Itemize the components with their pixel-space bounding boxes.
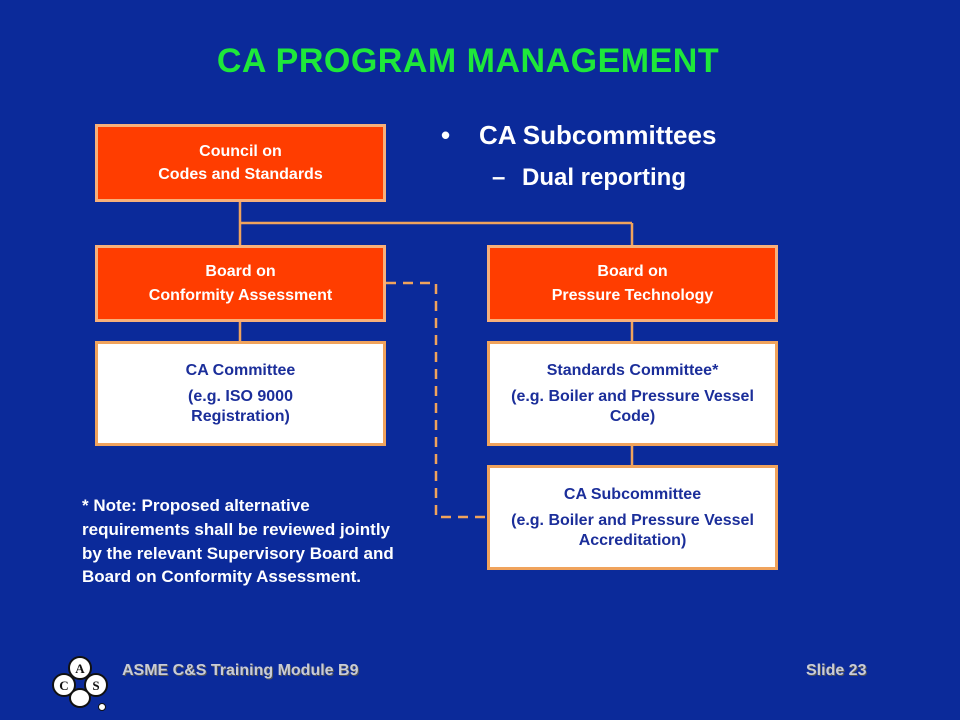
ca-committee-line1: CA Committee [185, 362, 296, 380]
bca-line1: Board on [205, 263, 276, 281]
footer-module: ASME C&S Training Module B9 [122, 662, 359, 679]
ca-committee-box [95, 341, 386, 446]
footnote: * Note: Proposed alternative requirements shall be reviewed jointly by the relevant Supervisory Board and Board on Conformity Assessment. [82, 496, 394, 587]
slide-title: CA PROGRAM MANAGEMENT [216, 42, 720, 80]
logo-letter-a: A [75, 661, 85, 676]
ca-subcommittee-box [487, 465, 778, 570]
asme-clover-logo-icon [46, 652, 118, 714]
standards-committee-line1: Standards Committee* [546, 362, 719, 380]
bullet-main-text: CA Subcommittees [479, 120, 717, 150]
council-line1: Council on [199, 142, 282, 160]
footer-slide-number: Slide 23 [806, 662, 867, 679]
logo-letter-c: C [59, 678, 69, 693]
logo-letter-s: S [92, 678, 100, 693]
standards-committee-line2: (e.g. Boiler and Pressure Vessel Code) [511, 388, 754, 425]
ca-subcommittee-line2: (e.g. Boiler and Pressure Vessel Accreditation) [511, 512, 754, 549]
board-pressure-technology-box [487, 245, 778, 322]
bpt-line2: Pressure Technology [551, 286, 714, 304]
bpt-line1: Board on [597, 263, 668, 281]
bca-line2: Conformity Assessment [148, 286, 333, 304]
bullet-dot: • [441, 120, 451, 150]
ca-committee-line2: (e.g. ISO 9000 Registration) [188, 388, 293, 425]
bullet-dash: – [492, 164, 506, 191]
bullet-main [441, 120, 716, 151]
council-box [95, 124, 386, 202]
bullet-sub [492, 164, 686, 192]
council-line2: Codes and Standards [158, 166, 323, 183]
dashed-dual-reporting-line [386, 283, 488, 517]
standards-committee-box [487, 341, 778, 446]
bullet-sub-text: Dual reporting [522, 164, 687, 191]
board-conformity-assessment-box [95, 245, 386, 322]
ca-subcommittee-line1: CA Subcommittee [563, 486, 702, 504]
